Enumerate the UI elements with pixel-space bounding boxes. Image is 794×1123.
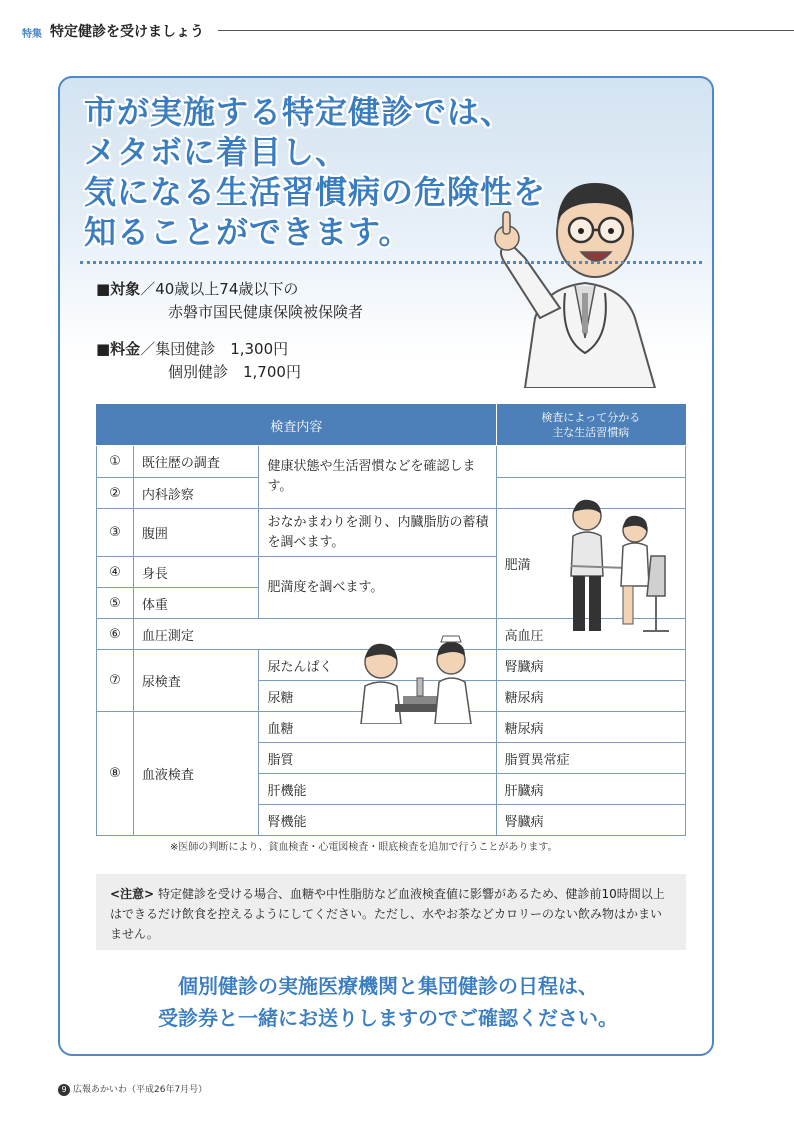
target-value-2: 赤磐市国民健康保険被保険者: [168, 303, 364, 321]
row-number: ⑦: [97, 650, 134, 712]
exam-item: 血圧測定: [133, 619, 496, 650]
waist-measure-illustration: [555, 496, 675, 641]
caution-box: [96, 874, 686, 950]
page-header: [0, 0, 794, 60]
section-tag: 特集: [22, 29, 42, 40]
header-rule: [218, 30, 794, 31]
header-disease: [496, 405, 685, 446]
header-exam: 検査内容: [97, 405, 497, 446]
row-number: ⑤: [97, 588, 134, 619]
row-number: ②: [97, 478, 134, 509]
exam-item: 内科診察: [133, 478, 259, 509]
exam-subitem: 肝機能: [259, 774, 496, 805]
publication-name: 広報あかいわ（平成26年7月号）: [73, 1085, 208, 1095]
section-title: 特定健診を受けましょう: [50, 24, 204, 40]
urine-test-illustration: [355, 634, 485, 724]
fee-label: ■料金: [96, 340, 141, 358]
header-disease-line-2: 主な生活習慣病: [552, 426, 630, 439]
exam-subitem: 尿糖: [259, 681, 496, 712]
disease-cell: [496, 446, 685, 478]
exam-subitem: 腎機能: [259, 805, 496, 836]
row-number: ③: [97, 509, 134, 557]
fee-value-2: 個別健診 1,700円: [168, 363, 301, 381]
fee-row: [96, 338, 363, 361]
exam-item: 身長: [133, 557, 259, 588]
headline-line-4: 知ることができます。: [84, 213, 412, 251]
disease-cell: 脂質異常症: [496, 743, 685, 774]
caution-tag: <注意>: [110, 887, 155, 901]
info-block: [96, 278, 363, 384]
target-value: ／40歳以上74歳以下の: [140, 280, 299, 298]
row-number: ①: [97, 446, 134, 478]
exam-description: おなかまわりを測り、内臓脂肪の蓄積を調べます。: [259, 509, 496, 557]
target-label: ■対象: [96, 280, 141, 298]
table-row: [97, 446, 686, 478]
exam-description: 肥満度を調べます。: [259, 557, 496, 619]
closing-message: [60, 970, 714, 1034]
headline-line-1: 市が実施する特定健診では、: [84, 93, 514, 131]
header-disease-line-1: 検査によって分かる: [541, 411, 641, 424]
exam-item: 血液検査: [133, 712, 259, 836]
dotted-divider: [80, 261, 702, 264]
page-footer: [58, 1082, 207, 1096]
disease-cell: 肝臓病: [496, 774, 685, 805]
disease-cell: 腎臓病: [496, 805, 685, 836]
row-number: ⑧: [97, 712, 134, 836]
disease-cell: 糖尿病: [496, 681, 685, 712]
headline-line-2: メタボに着目し、: [84, 133, 349, 171]
fee-value: ／集団健診 1,300円: [140, 340, 289, 358]
table-note: ※医師の判断により、貧血検査・心電図検査・眼底検査を追加で行うことがあります。: [170, 842, 558, 853]
closing-line-1: 個別健診の実施医療機関と集団健診の日程は、: [178, 974, 598, 998]
target-row: [96, 278, 363, 301]
closing-line-2: 受診券と一緒にお送りしますのでご確認ください。: [158, 1006, 618, 1030]
headline-line-3: 気になる生活習慣病の危険性を: [84, 173, 547, 211]
exam-subitem: 脂質: [259, 743, 496, 774]
disease-cell: 腎臓病: [496, 650, 685, 681]
exam-item: 体重: [133, 588, 259, 619]
row-number: ④: [97, 557, 134, 588]
page-number: 9: [58, 1084, 70, 1096]
disease-cell: 糖尿病: [496, 712, 685, 743]
exam-item: 腹囲: [133, 509, 259, 557]
table-header-row: [97, 405, 686, 446]
disease-label: 肥満: [504, 558, 531, 573]
exam-description: 健康状態や生活習慣などを確認します。: [259, 446, 496, 509]
row-number: ⑥: [97, 619, 134, 650]
exam-item: 尿検査: [133, 650, 259, 712]
exam-item: 既往歴の調査: [133, 446, 259, 478]
disease-cell: 高血圧: [496, 619, 685, 650]
exam-subitem: 血糖: [259, 712, 496, 743]
main-panel: [58, 76, 714, 1056]
doctor-illustration: [485, 168, 685, 388]
caution-text: 特定健診を受ける場合、血糖や中性脂肪など血液検査値に影響があるため、健診前10時間以上はできるだけ飲食を控えるようにしてください。ただし、水やお茶などカロリーのない飲み物はかまいません。: [110, 887, 665, 941]
exam-subitem: 尿たんぱく: [259, 650, 496, 681]
